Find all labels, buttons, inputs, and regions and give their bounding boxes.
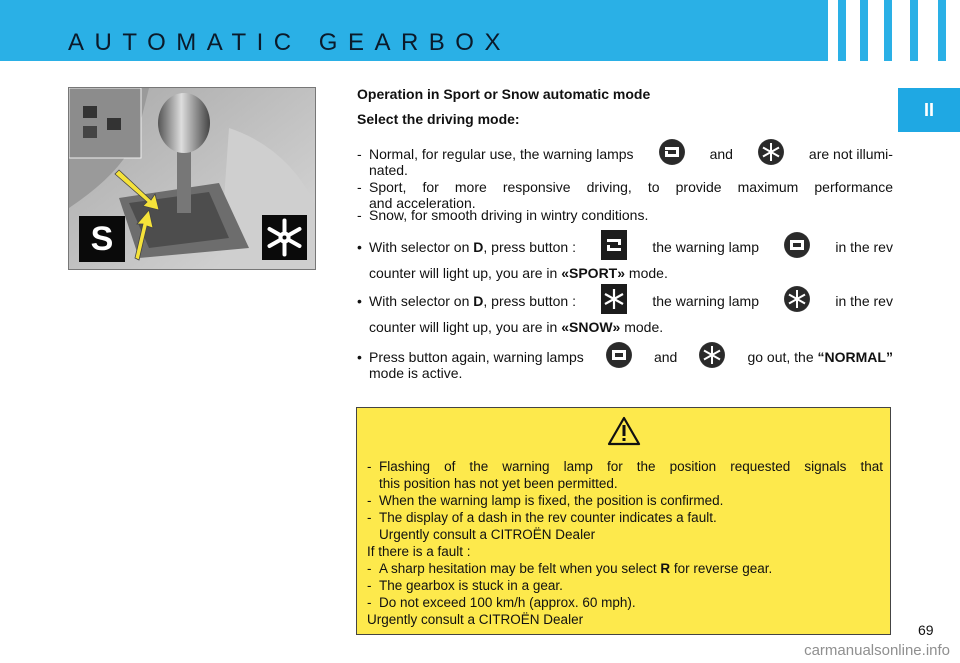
sport-s-icon: [606, 342, 632, 368]
mode-normal-item: [357, 146, 893, 178]
snowflake-icon: [758, 139, 784, 165]
warning-line: [367, 543, 883, 560]
sport-text-e: counter will light up, you are in: [369, 265, 562, 281]
warning-line: [367, 475, 883, 492]
warning-line-text: The gearbox is stuck in a gear.: [379, 578, 563, 593]
normal-text-a: Press button again, warning lamps: [369, 349, 584, 365]
snowflake-icon: [784, 286, 810, 312]
warning-line: [367, 526, 883, 543]
selector-d: D: [473, 293, 484, 309]
mode-normal-continuation: nated.: [369, 162, 408, 178]
dash-bullet: -: [367, 510, 372, 525]
dash-bullet: -: [357, 207, 362, 223]
snow-text-a: With selector on: [369, 293, 474, 309]
sport-text-f: mode.: [625, 265, 668, 281]
sport-text-c: the warning lamp: [652, 239, 759, 255]
chapter-label: II: [923, 99, 934, 120]
reverse-gear-r: R: [660, 561, 671, 576]
dash-bullet: -: [367, 459, 372, 474]
sport-text-a: With selector on: [369, 239, 474, 255]
normal-return-item: [357, 349, 893, 381]
snow-text-b: , press button :: [483, 293, 576, 309]
selector-d: D: [473, 239, 484, 255]
and-text: and: [653, 349, 678, 365]
warning-line-text: for reverse gear.: [670, 561, 773, 576]
mode-snow-text: Snow, for smooth driving in wintry conditions.: [369, 207, 649, 223]
mode-normal-text-end: are not illumi-: [808, 146, 893, 162]
page-number: 69: [918, 622, 934, 638]
dash-bullet: -: [367, 561, 372, 576]
chapter-tab: [898, 88, 960, 132]
warning-line: [367, 492, 883, 509]
mode-normal-text: Normal, for regular use, the warning lamps: [369, 146, 634, 162]
warning-line-text: Urgently consult a CITROËN Dealer: [367, 612, 584, 627]
sport-mode-name: «SPORT»: [561, 265, 626, 281]
header-band: [0, 0, 960, 61]
mode-snow-item: [357, 207, 893, 223]
mode-sport-text: Sport, for more responsive driving, to provide maximum performance: [369, 179, 893, 195]
warning-box: [356, 407, 891, 635]
snow-text-d: in the rev: [835, 293, 893, 309]
sport-s-icon: [659, 139, 685, 165]
sport-activation-item: [357, 239, 893, 281]
warning-line-text: Flashing of the warning lamp for the position requested signals that: [379, 459, 883, 474]
dash-bullet: -: [357, 146, 362, 162]
snowflake-icon: [699, 342, 725, 368]
bullet: •: [357, 239, 362, 255]
normal-mode-name: “NORMAL”: [817, 349, 893, 365]
page-title: AUTOMATIC GEARBOX: [68, 29, 511, 56]
warning-line: [367, 594, 883, 611]
gear-selector-photo: [68, 87, 316, 270]
warning-line-text: Do not exceed 100 km/h (approx. 60 mph).: [379, 595, 636, 610]
snow-activation-item: [357, 293, 893, 335]
svg-text:S: S: [90, 220, 114, 258]
dash-bullet: -: [367, 595, 372, 610]
subheading: Select the driving mode:: [357, 111, 520, 127]
section-heading: Operation in Sport or Snow automatic mode: [357, 86, 651, 102]
bullet: •: [357, 349, 362, 365]
sport-button-icon: [601, 230, 627, 260]
snow-text-c: the warning lamp: [652, 293, 759, 309]
sport-text-d: in the rev: [835, 239, 893, 255]
and-text: and: [709, 146, 733, 162]
warning-line: [367, 577, 883, 594]
warning-line-text: A sharp hesitation may be felt when you select: [379, 561, 661, 576]
snow-text-f: mode.: [620, 319, 664, 335]
snow-button-icon: [601, 284, 627, 314]
warning-line: [367, 509, 883, 526]
dash-bullet: -: [367, 578, 372, 593]
normal-text-b: go out, the: [747, 349, 818, 365]
snow-mode-name: «SNOW»: [561, 319, 621, 335]
warning-line-text: The display of a dash in the rev counter indicates a fault.: [379, 510, 717, 525]
warning-line: [367, 560, 883, 577]
mode-sport-continuation: and acceleration.: [369, 195, 476, 211]
warning-line-text: Urgently consult a CITROËN Dealer: [379, 527, 596, 542]
bullet: •: [357, 293, 362, 309]
dash-bullet: -: [357, 179, 362, 195]
sport-s-icon: [784, 232, 810, 258]
sport-text-b: , press button :: [483, 239, 576, 255]
warning-line: [367, 611, 883, 628]
warning-triangle-icon: [607, 416, 641, 451]
warning-line-text: this position has not yet been permitted.: [379, 476, 618, 491]
normal-continuation: mode is active.: [369, 365, 463, 381]
warning-line-text: When the warning lamp is fixed, the position is confirmed.: [379, 493, 724, 508]
header-stripes: [820, 0, 960, 61]
warning-text: [367, 458, 883, 628]
watermark: carmanualsonline.info: [804, 642, 950, 659]
warning-line: [367, 458, 883, 475]
snow-text-e: counter will light up, you are in: [369, 319, 562, 335]
dash-bullet: -: [367, 493, 372, 508]
warning-line-text: If there is a fault :: [367, 544, 471, 559]
